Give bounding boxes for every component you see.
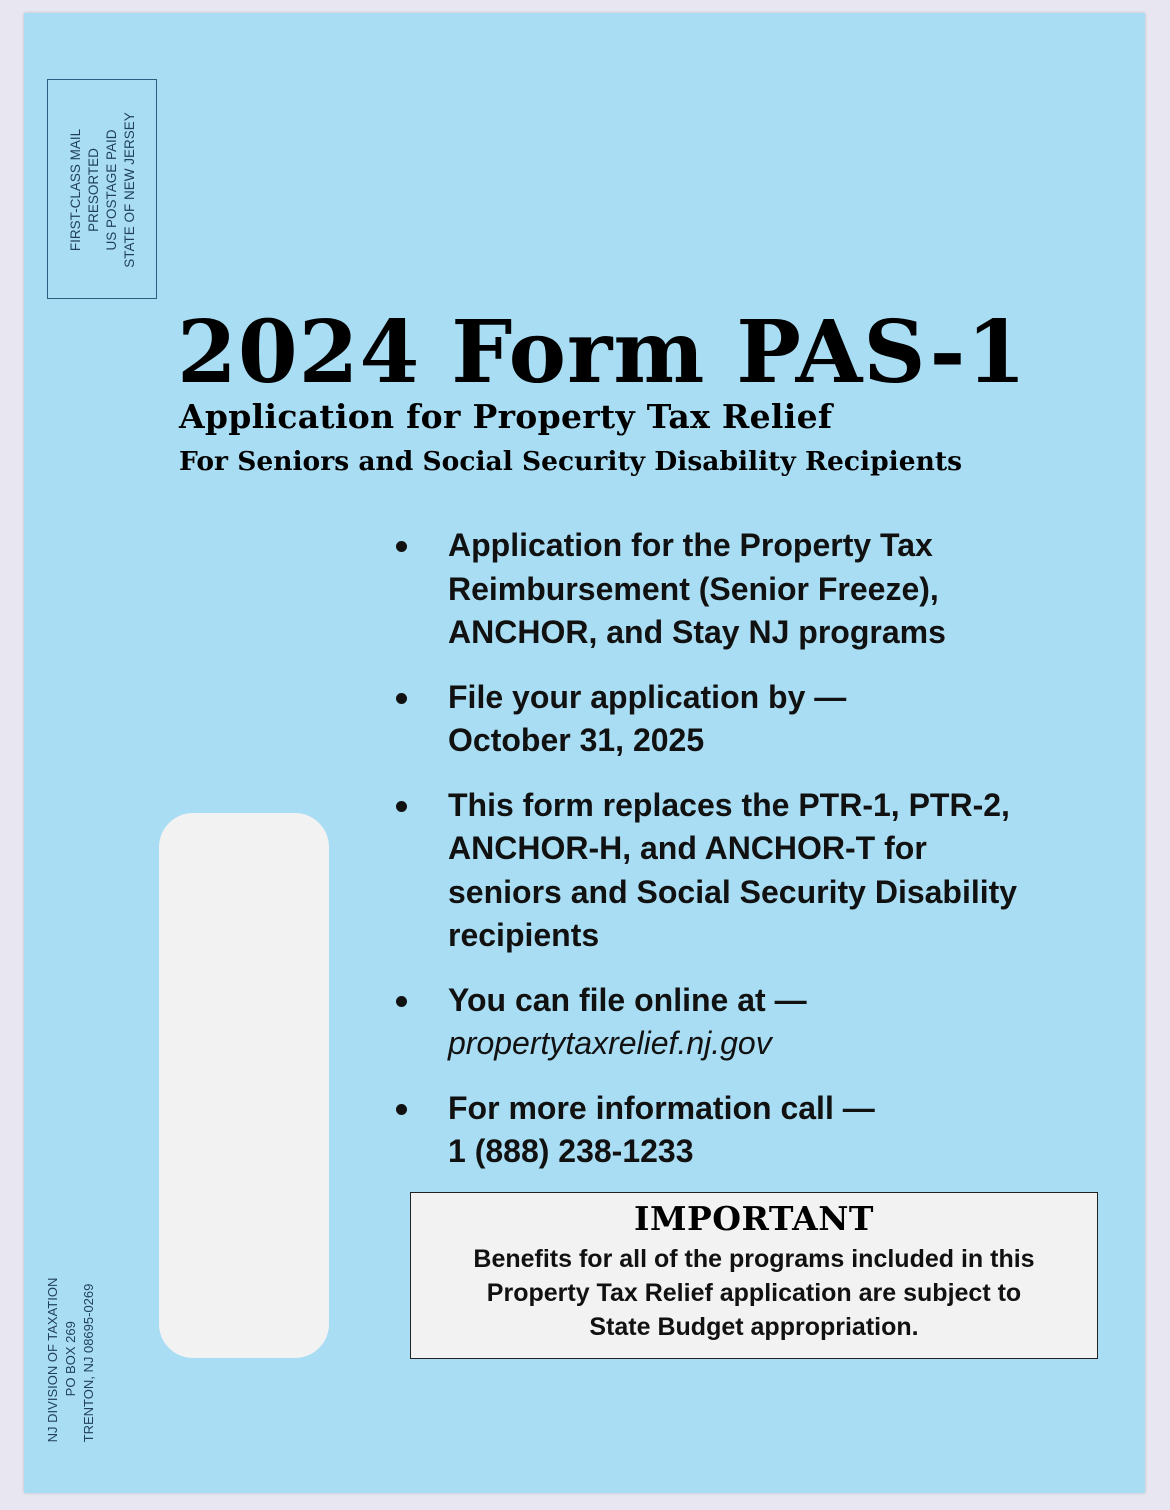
envelope-window [159,813,329,1358]
bullet-dot-icon [396,693,407,704]
bullet-dot-icon [396,801,407,812]
bullet-dot-icon [396,541,407,552]
bullet-text: For more information call — [448,1089,875,1126]
form-cover-page [24,13,1145,1493]
bullet-dot-icon [396,1104,407,1115]
bullet-text: Reimbursement (Senior Freeze), [448,570,939,607]
bullet-text: Application for the Property Tax [448,527,933,563]
important-heading: IMPORTANT [634,1199,874,1238]
form-subtitle: Application for Property Tax Relief [179,397,833,436]
bullet-programs [392,524,1112,655]
return-address-line: PO BOX 269 [63,1321,78,1397]
return-address-line: TRENTON, NJ 08695-0269 [81,1283,96,1443]
postage-line: STATE OF NEW JERSEY [122,112,137,268]
bullet-text: ANCHOR, and Stay NJ programs [448,614,946,650]
bullet-text: ANCHOR-H, and ANCHOR-T for [448,830,927,866]
bullet-text: recipients [448,917,600,953]
phone-number: 1 (888) 238-1233 [448,1133,694,1169]
bullet-deadline [392,676,1112,763]
important-line: Benefits for all of the programs included in this [473,1245,1035,1273]
important-notice-box [410,1192,1098,1359]
bullet-text: You can file online at — [448,981,807,1018]
bullet-text: seniors and Social Security Disability [448,873,1018,910]
postage-line: PRESORTED [86,148,101,232]
bullet-text: October 31, 2025 [448,722,705,758]
postage-indicia [47,79,157,299]
bullet-text: This form replaces the PTR-1, PTR-2, [448,786,1010,823]
important-body [411,1242,1097,1344]
bullet-replaces [392,784,1112,958]
form-title: 2024 Form PAS-1 [177,302,1028,403]
postage-line: US POSTAGE PAID [104,129,119,251]
important-line: Property Tax Relief application are subject to [486,1279,1022,1307]
important-line: State Budget appropriation. [589,1313,919,1341]
bullet-dot-icon [396,996,407,1007]
postage-line: FIRST-CLASS MAIL [68,128,83,252]
bullet-file-online [392,979,1112,1066]
bullet-text: File your application by — [448,678,847,715]
website-link[interactable]: propertytaxrelief.nj.gov [448,1025,772,1061]
return-address [44,1278,98,1443]
bullet-phone [392,1087,1112,1174]
postage-text [67,112,139,268]
return-address-line: NJ DIVISION OF TAXATION [45,1277,60,1443]
form-subtitle-recipients: For Seniors and Social Security Disability Recipients [179,446,963,477]
info-bullet-list [392,524,1112,1195]
